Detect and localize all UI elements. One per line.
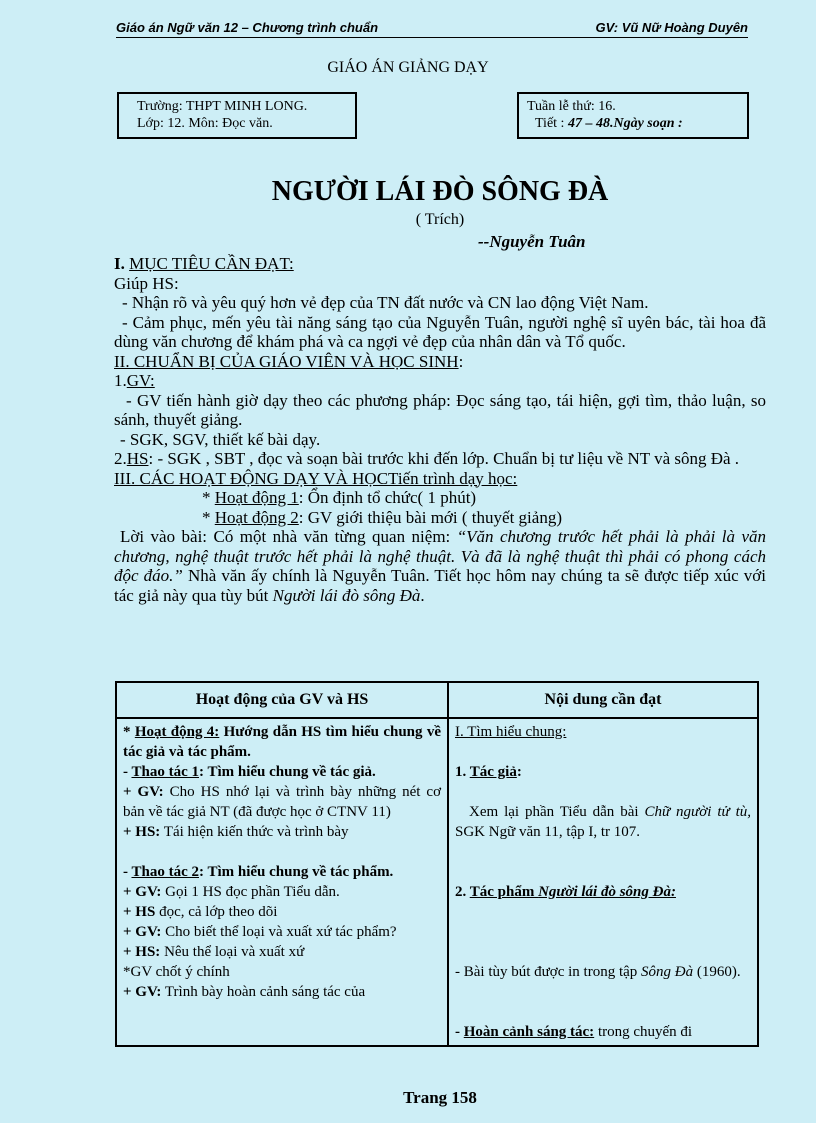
act4-label: Hoạt động 4: [134,724,220,740]
hs-text: : - SGK , SBT , đọc và soạn bài trước khi đến lớp. Chuẩn bị tư liệu về NT và sông Đà . [148,449,740,468]
hs3-line [123,942,441,962]
hs1-label: + HS: [123,824,161,840]
gv1-text: Cho HS nhớ lại và trình bày những nét cơ bản về tác giả NT (đã được học ở CTNV 11) [123,784,441,820]
tacgia-num: 1. [455,764,470,780]
tt2-line [123,862,441,882]
col2-header: Nội dung cần đạt [448,682,758,718]
gv1-line [123,782,441,822]
author: --Nguyễn Tuân [478,232,586,251]
hs1-text: Tái hiện kiến thức và trình bày [160,824,349,840]
spacer [455,862,751,882]
spacer [455,1002,751,1022]
table-row [116,718,758,1046]
col1-header: Hoạt động của GV và HS [116,682,448,718]
hs2-label: + HS [123,904,156,920]
lesson-line [527,115,739,132]
spacer [455,742,751,762]
main-title: NGƯỜI LÁI ĐÒ SÔNG ĐÀ [271,176,609,207]
act2-text: : GV giới thiệu bài mới ( thuyết giảng) [298,507,562,527]
teacher-activity-cell [116,718,448,1046]
tuybut-b: (1960). [693,964,741,980]
content-heading: I. Tìm hiểu chung: [455,724,567,740]
intro-lead: Lời vào bài: Có một nhà văn từng quan niệm: [120,527,457,546]
lesson-rest: 47 – 48.Ngày soạn : [567,116,683,131]
act4-text: Hướng dẫn HS tìm hiểu chung về tác giả và tác phẩm. [123,724,441,760]
act4-line [123,722,441,762]
tt2-text: : Tìm hiểu chung về tác phẩm. [198,864,394,880]
document-body [114,254,766,605]
content-cell [448,718,758,1046]
section1-item1: - Nhận rõ và yêu quý hơn vẻ đẹp của TN đất nước và CN lao động Việt Nam. [122,293,649,312]
act1-star: * [202,488,215,507]
act1-label: Hoạt động 1 [214,488,299,507]
spacer [123,842,441,862]
hs-label: HS [126,449,149,468]
hoancanh-line [455,1022,751,1042]
section1-intro: Giúp HS: [114,273,179,293]
hoancanh-label: Hoàn cảnh sáng tác: [463,1024,595,1040]
section1-item2: - Cảm phục, mến yêu tài năng sáng tạo của Nguyễn Tuân, người nghệ sĩ uyên bác, tài hoa đã dùng văn chương để khám phá và ca ngợi vẻ đẹp của nhân dân và Tổ quốc. [114,312,766,351]
hs-num: 2. [114,449,127,468]
gv3-line [123,922,441,942]
intro-quote: “Văn chương trước hết phải là phải là văn chương, nghệ thuật trước hết phải là nghệ thuật. Và đã là nghệ thuật thì phải có phong cách độc đáo.” [114,527,766,585]
act1-text: : Ổn định tổ chức( 1 phút) [298,488,477,507]
spacer [455,922,751,942]
section2-heading-text: II. CHUẨN BỊ CỦA GIÁO VIÊN VÀ HỌC SINH [114,351,459,371]
subtitle: ( Trích) [415,211,465,228]
tuybut-line [455,962,751,982]
info-box-school [117,92,357,139]
tacgia-text-b: SGK Ngữ văn 11, tập I, tr 107. [455,824,641,840]
info-box-lesson [517,92,749,139]
hs-paragraph [114,449,766,469]
tacpham-heading [455,882,751,902]
intro-end: . [420,585,425,605]
tacgia-text [455,802,751,842]
tt1-text: : Tìm hiểu chung về tác giả. [198,764,376,780]
section1-num: I. [114,254,130,273]
page-number: Trang 158 [403,1088,477,1107]
gv4-text: Trình bày hoàn cảnh sáng tác của [161,984,366,1000]
tuybut-book: Sông Đà [641,964,694,980]
act2-label: Hoạt động 2 [214,507,299,527]
tacgia-label: Tác giả [469,764,517,780]
section3-heading: III. CÁC HOẠT ĐỘNG DẠY VÀ HỌCTiến trình dạy học: [114,468,518,488]
gv4-label: + GV: [123,984,162,1000]
tt2-label: Thao tác 2 [131,864,199,880]
lesson-table [115,681,759,1047]
spacer [455,842,751,862]
header-right: GV: Vũ Nữ Hoàng Duyên [595,20,748,35]
spacer [455,982,751,1002]
lesson-prefix: Tiết : [535,116,568,131]
gv3-label: + GV: [123,924,162,940]
tacgia-heading [455,762,751,782]
hoancanh-text: trong chuyến đi [594,1024,693,1040]
intro-paragraph [114,527,766,605]
gv3-text: Cho biết thể loại và xuất xứ tác phẩm? [161,924,397,940]
hs3-label: + HS: [123,944,161,960]
activity-1 [114,488,766,508]
hs1-line [123,822,441,842]
tacgia-text-a: Xem lại phần Tiểu dẫn bài [469,804,645,820]
document-title: GIÁO ÁN GIẢNG DẠY [327,59,489,76]
tacpham-book: Người lái đò sông Đà: [538,884,676,900]
gv-heading [114,371,766,391]
spacer [455,902,751,922]
tt1-dash: - [123,764,132,780]
spacer [455,782,751,802]
gv-num: 1. [114,371,127,390]
tacgia-colon: : [516,764,522,780]
tt2-dash: - [123,864,132,880]
spacer [455,942,751,962]
gv4-line [123,982,441,1002]
gv-label: GV: [126,371,155,390]
week-line: Tuần lễ thứ: 16. [527,99,616,114]
gv2-label: + GV: [123,884,162,900]
hs2-text: đọc, cả lớp theo dõi [155,904,278,920]
act2-star: * [202,507,215,527]
tacpham-label: Tác phẩm [469,884,539,900]
gv-conclude-line: *GV chốt ý chính [123,964,230,980]
intro-mid: Nhà văn ấy chính là Nguyễn Tuân. Tiết học hôm nay chúng ta sẽ được tiếp xúc với tác giả này qua tùy bút [114,566,767,605]
gv2-line [123,882,441,902]
tt1-label: Thao tác 1 [131,764,199,780]
page-header [116,20,748,38]
school-line: Trường: THPT MINH LONG. [137,99,308,114]
hoancanh-dash: - [455,1024,464,1040]
tacgia-book: Chữ người tử tù, [644,804,751,820]
activity-2 [114,508,766,528]
act4-star: * [123,724,135,740]
gv2-text: Gọi 1 HS đọc phần Tiểu dẫn. [161,884,340,900]
gv1-label: + GV: [123,784,164,800]
class-line: Lớp: 12. Môn: Đọc văn. [137,116,273,131]
hs2-line [123,902,441,922]
section1-heading-text: MỤC TIÊU CẦN ĐẠT: [129,254,294,273]
section2-heading [114,352,766,372]
gv-item2: - SGK, SGV, thiết kế bài dạy. [120,429,321,449]
hs3-text: Nêu thể loại và xuất xứ [160,944,305,960]
tacpham-num: 2. [455,884,470,900]
section1-heading [114,254,766,274]
table-header-row [116,682,758,718]
gv-item1: - GV tiến hành giờ dạy theo các phương pháp: Đọc sáng tạo, tái hiện, gợi tìm, thảo luận, so sánh, thuyết giảng. [114,390,766,429]
intro-book: Người lái đò sông Đà [272,585,421,605]
section2-colon: : [458,351,464,371]
header-left: Giáo án Ngữ văn 12 – Chương trình chuẩn [116,20,379,35]
tt1-line [123,762,441,782]
tuybut-a: - Bài tùy bút được in trong tập [455,964,642,980]
